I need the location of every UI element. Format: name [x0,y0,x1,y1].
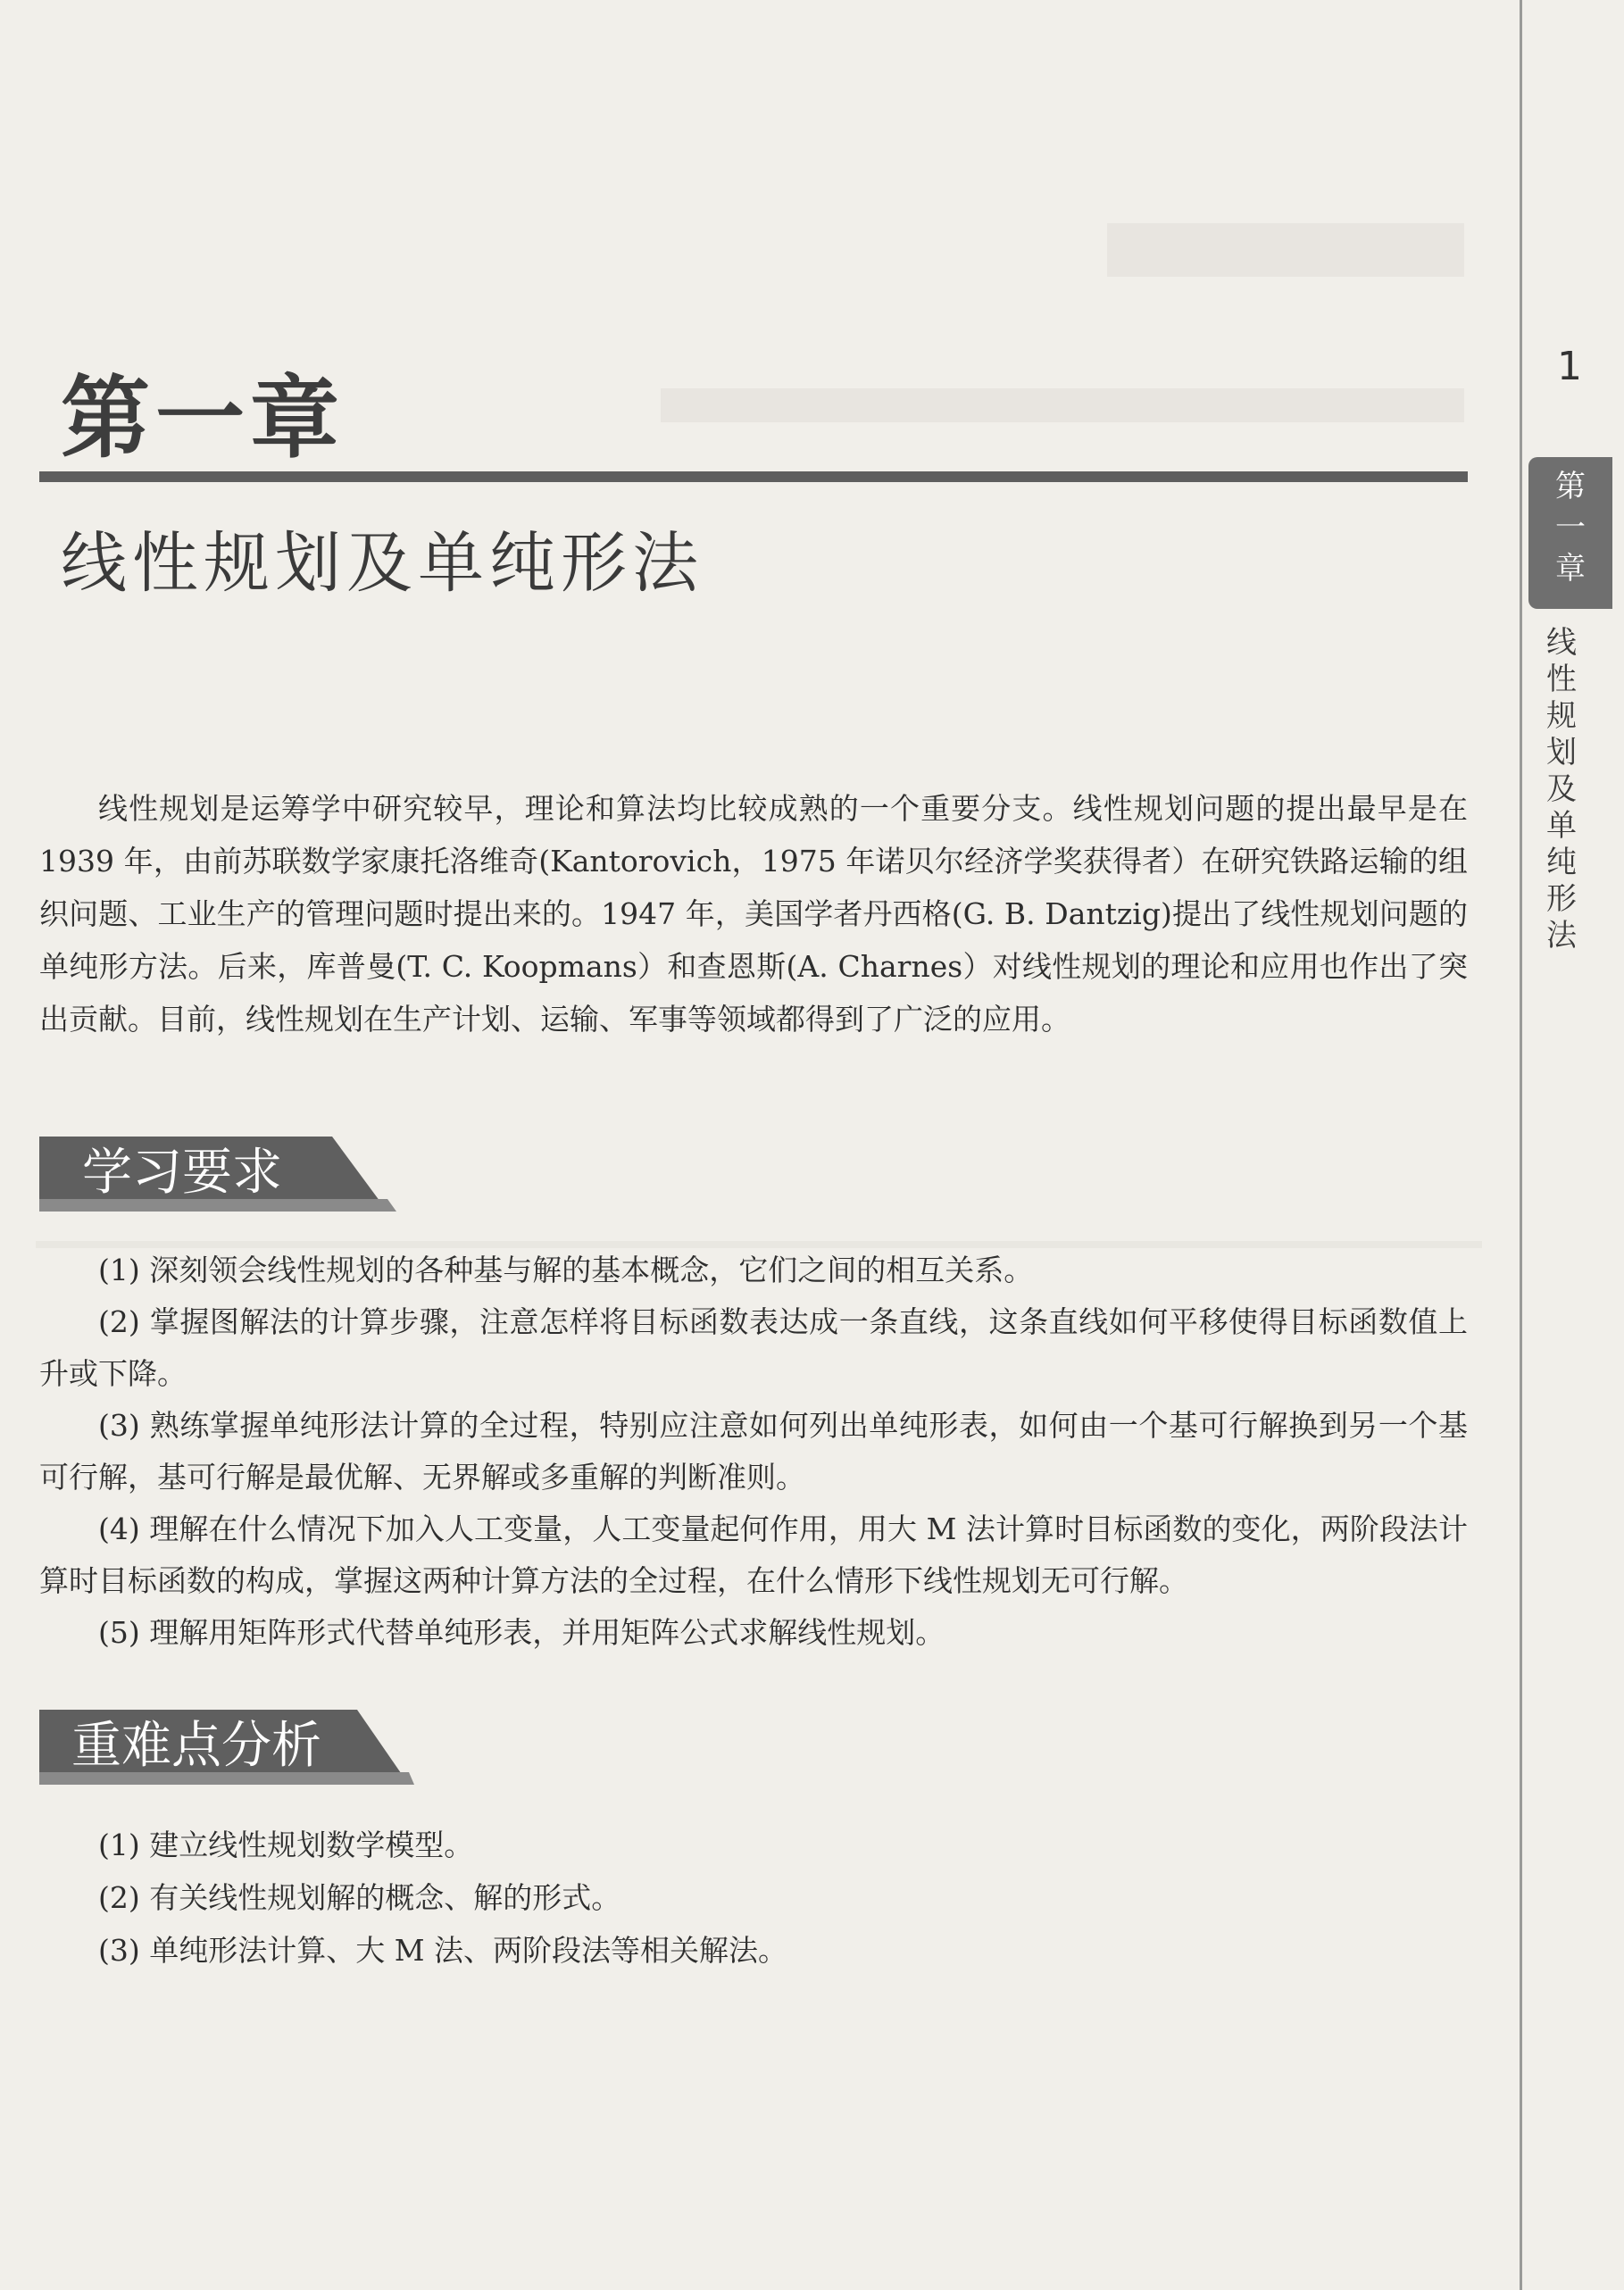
list-item: (3) 熟练掌握单纯形法计算的全过程，特别应注意如何列出单纯形表，如何由一个基可行解换到另一个基可行解，基可行解是最优解、无界解或多重解的判断准则。 [39,1408,1468,1495]
side-chapter-title [1541,625,1582,954]
side-title-char: 法 [1546,918,1577,953]
chapter-rule [39,471,1468,482]
side-title-char: 划 [1546,735,1577,770]
side-title-char: 线 [1546,625,1577,661]
list-item: (5) 理解用矩阵形式代替单纯形表，并用矩阵公式求解线性规划。 [98,1615,945,1650]
list-item: (1) 建立线性规划数学模型。 [98,1828,474,1862]
side-tab-char: 章 [1555,551,1586,587]
intro-paragraph: 线性规划是运筹学中研究较早，理论和算法均比较成熟的一个重要分支。线性规划问题的提出最早是在 1939 年，由前苏联数学家康托洛维奇(Kantorovich，1975 年诺贝尔经济学奖获得者）在研究铁路运输的组织问题、工业生产的管理问题时提出来的。1947 年，美国学者丹西格(G. B. Dantzig)提出了线性规划问题的单纯形方法。后来，库普曼(T. C. Koopmans）和查恩斯(A. Charnes）对线性规划的理论和应用也作出了突出贡献。目前，线性规划在生产计划、运输、军事等领域都得到了广泛的应用。 [39,791,1468,1037]
difficulties-heading: 重难点分析 [71,1717,321,1775]
list-item: (1) 深刻领会线性规划的各种基与解的基本概念，它们之间的相互关系。 [98,1253,1034,1287]
list-item: (3) 单纯形法计算、大 M 法、两阶段法等相关解法。 [98,1933,788,1968]
chapter-number: 第一章 [61,366,345,470]
difficulties-heading-banner [39,1710,414,1785]
difficulties-list [39,1819,1468,1977]
chapter-side-tab [1528,457,1612,609]
page-number: 1 [1557,344,1582,389]
side-tab-char: 第 [1555,469,1586,504]
list-item: (2) 掌握图解法的计算步骤，注意怎样将目标函数表达成一条直线，这条直线如何平移使得目标函数值上升或下降。 [39,1304,1468,1391]
bleed-through-line [1107,223,1464,277]
side-title-char: 性 [1546,662,1577,697]
requirements-heading: 学习要求 [82,1144,282,1202]
requirements-heading-banner [39,1137,396,1212]
chapter-title: 线性规划及单纯形法 [61,525,704,602]
side-title-char: 及 [1546,771,1577,807]
list-item: (2) 有关线性规划解的概念、解的形式。 [98,1880,621,1915]
side-title-char: 规 [1546,698,1577,734]
side-tab-char: 一 [1555,510,1586,545]
side-title-char: 纯 [1546,845,1577,880]
page-edge-line [1520,0,1522,2290]
requirements-list [39,1245,1468,1659]
side-title-char: 形 [1546,881,1577,917]
bleed-through-line [661,388,1464,422]
list-item: (4) 理解在什么情况下加入人工变量，人工变量起何作用，用大 M 法计算时目标函数的变化，两阶段法计算时目标函数的构成，掌握这两种计算方法的全过程，在什么情形下线性规划无可行解。 [39,1511,1468,1598]
side-title-char: 单 [1546,808,1577,844]
